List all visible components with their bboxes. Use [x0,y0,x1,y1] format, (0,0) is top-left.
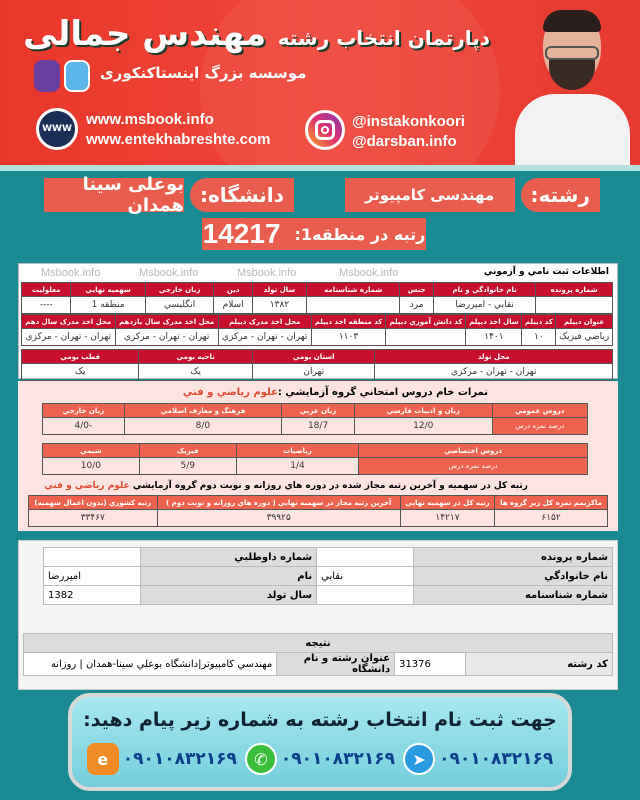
rank-table: ماكزيمم نمره كل زير گروه ها رتبه كل در سهميه نهايي آخرين رتبه مجاز در سهميه نهايي ( دوره هاي روزانه و نوبت دوم ) رتبه كشوري (بدون اعمال سهميه) ۶۱۵۲ ۱۴۲۱۷ ۳۹۹۲۵ ۳۳۴۶۷ [28,495,608,527]
rank-label: رتبه در منطقه1: [294,224,426,244]
title-prefix: دپارتمان انتخاب رشته [277,26,490,50]
result-form [18,540,618,690]
exam-group: علوم رياضي و فني [182,387,278,398]
social-handle[interactable]: @instakonkoori [352,113,465,130]
scores-section [18,381,618,531]
registration-title: اطلاعات ثبت نامي و آزموني [483,267,609,277]
institute-name: موسسه بزرگ اینستاکنکوری [100,64,307,82]
mascot-icons [34,60,90,92]
contact-eitaa[interactable] [87,743,237,775]
banner-title [23,14,490,54]
result-table: نتيجه كد رشته 31376 عنوان رشته و نام دانشگاه مهندسي كامپيوتر|دانشگاه بوعلي سينا-همدان | روزانه [23,633,613,676]
registration-table-1: شماره پرونده نام خانوادگي و نام جنس شماره شناسنامه سال تولد دين زبان خارجي سهميه نهايي معلوليت نقابي - اميررضا مرد ۱۳۸۲ اسلام انگليسي منطقه 1 ---- [21,282,613,314]
website-links [86,110,271,150]
contact-list [72,743,568,775]
special-courses-table: دروس اختصاصي رياضيات فيزيک شيمي درصد نمره درس 1/4 5/9 10/0 [42,443,588,475]
divider [0,165,640,171]
website-link[interactable]: www.msbook.info [86,111,214,128]
social-handle[interactable]: @darsban.info [352,133,457,150]
title-main: مهندس جمالی [23,14,267,54]
registration-table-3: محل تولد استان بومي ناحيه بومي قطب بومي تهران - تهران - مرکزي تهران يک يک [21,349,613,381]
watermark: Msbook.info [41,267,101,279]
watermark: Msbook.info [339,267,399,279]
field-value: مهندسی کامپیوتر [345,178,515,212]
university-summary [44,174,294,216]
presenter-photo [515,8,630,165]
header-banner [0,0,640,165]
scores-title: نمرات خام دروس امتحاني گروه آزمايشي :علوم رياضي و فني [182,387,488,398]
registration-card [18,263,618,379]
phone-number[interactable]: ۰۹۰۱۰۸۳۲۱۶۹ [280,749,396,769]
candidate-info-table [43,547,613,605]
general-courses-table: دروس عمومي زبان و ادبيات فارسي زبان عربي فرهنگ و معارف اسلامي زبان خارجي درصد نمره درس 12/0 18/7 8/0 -4/0 [42,403,588,435]
university-value: بوعلی سینا همدان [44,178,184,212]
telegram-icon: ➤ [403,743,435,775]
website-link[interactable]: www.entekhabreshte.com [86,131,271,148]
table-row: شماره پرونده شماره داوطلبي [44,548,613,567]
social-handles [352,112,465,152]
university-label: دانشگاه: [190,178,294,212]
contact-banner [68,693,572,791]
registration-table-2: عنوان ديپلم كد ديپلم سال اخذ ديپلم كد دانش آموزي ديپلم كد منطقه اخذ ديپلم محل اخذ مدرک ديپلم محل اخذ مدرک سال يازدهم محل اخذ مدرک سال دهم رياضي فيزيک ۱۰ ۱۴۰۱ ۱۱۰۳ تهران - تهران - مرکزي تهران - تهران - مرکزي تهران - تهران - مرکزي [21,314,613,346]
cta-message: جهت ثبت نام انتخاب رشته به شماره زیر پیام دهید: [83,709,557,731]
rank-title: رتبه كل در سهميه و آخرين رتبه مجاز شده در دوره هاي روزانه و نوبت دوم گروه آزمايشي علوم رياضي و فني [44,481,528,491]
watermark: Msbook.info [237,267,297,279]
field-label: رشته: [521,178,600,212]
mascot-icon [34,60,60,92]
instagram-icon [305,110,345,150]
whatsapp-icon: ✆ [245,743,277,775]
contact-whatsapp[interactable] [245,743,395,775]
eitaa-icon: e [87,743,119,775]
watermark: Msbook.info [139,267,199,279]
field-summary [345,178,600,212]
phone-number[interactable]: ۰۹۰۱۰۸۳۲۱۶۹ [122,749,237,769]
phone-number[interactable]: ۰۹۰۱۰۸۳۲۱۶۹ [439,749,554,769]
table-row: نام خانوادگي نقابي نام اميررضا [44,567,613,586]
contact-telegram[interactable] [403,743,553,775]
globe-icon: WWW [36,108,78,150]
rank-value: 14217 [202,218,281,249]
rank-banner [202,218,426,250]
bird-mascot-icon [64,60,90,92]
table-row: شماره شناسنامه سال تولد 1382 [44,586,613,605]
